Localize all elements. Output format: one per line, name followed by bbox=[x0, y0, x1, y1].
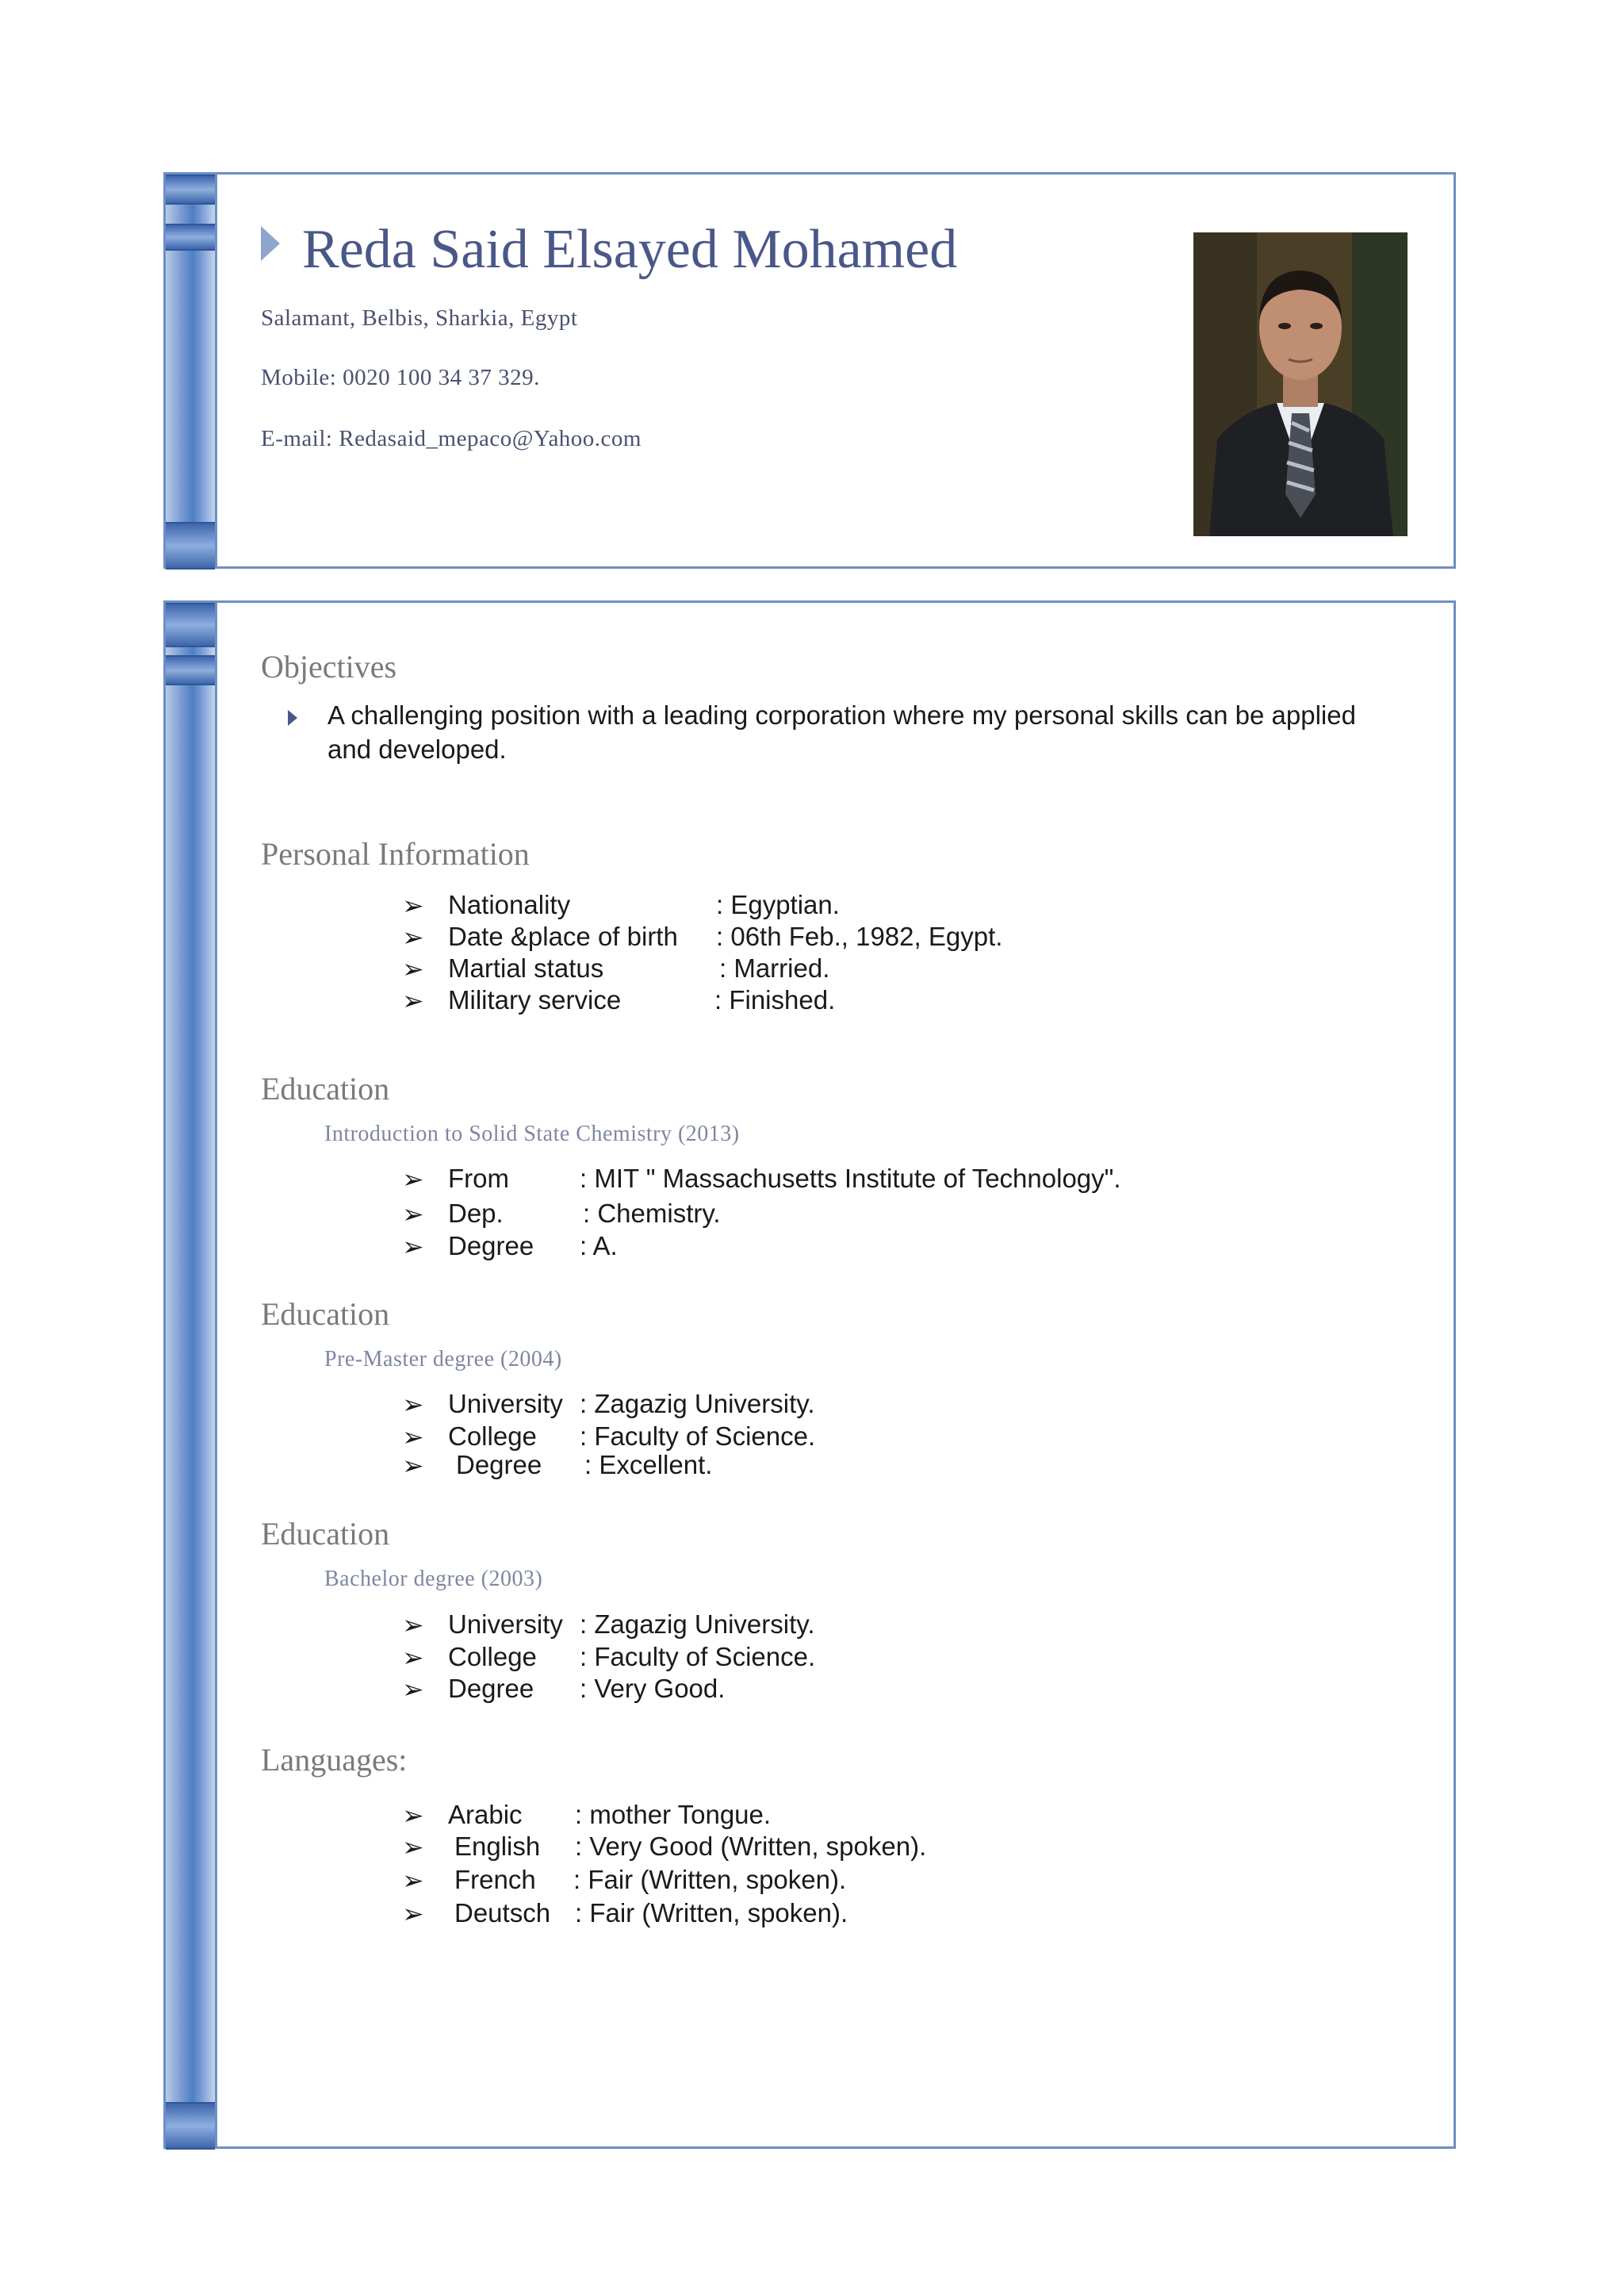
objectives-text: A challenging position with a leading corporation where my personal skills can be applied and developed. bbox=[327, 700, 1356, 764]
arrowhead-bullet-icon: ➢ bbox=[402, 1232, 424, 1261]
header-card bbox=[163, 172, 1456, 569]
arrowhead-bullet-icon: ➢ bbox=[402, 1674, 424, 1704]
item-value: : Very Good (Written, spoken). bbox=[575, 1832, 927, 1861]
item-label: Military service bbox=[448, 985, 622, 1015]
arrowhead-bullet-icon: ➢ bbox=[402, 986, 424, 1015]
personal-info-title: Personal Information bbox=[261, 836, 530, 872]
item-label: Deutsch bbox=[454, 1898, 551, 1928]
bar-cap bbox=[166, 522, 215, 570]
arrowhead-bullet-icon: ➢ bbox=[402, 1801, 424, 1830]
item-label: University bbox=[448, 1609, 563, 1639]
bar-cap bbox=[166, 2102, 215, 2150]
education-title: Education bbox=[261, 1516, 390, 1552]
candidate-name bbox=[261, 218, 957, 282]
arrowhead-bullet-icon: ➢ bbox=[402, 1164, 424, 1194]
education-subtitle: Bachelor degree (2003) bbox=[324, 1567, 543, 1591]
objectives-title: Objectives bbox=[261, 649, 397, 685]
item-value: : 06th Feb., 1982, Egypt. bbox=[716, 922, 1003, 951]
arrowhead-bullet-icon: ➢ bbox=[402, 1866, 424, 1895]
bar-cap bbox=[166, 175, 215, 205]
item-value: : Egyptian. bbox=[716, 890, 840, 919]
profile-photo bbox=[1193, 232, 1408, 536]
address: Salamant, Belbis, Sharkia, Egypt bbox=[261, 305, 578, 331]
triangle-right-icon bbox=[288, 710, 297, 726]
item-label: From bbox=[448, 1164, 509, 1193]
decorative-side-bar bbox=[166, 175, 217, 566]
portrait-figure bbox=[1193, 232, 1408, 536]
item-label: College bbox=[448, 1421, 537, 1451]
item-label: Arabic bbox=[448, 1800, 523, 1829]
item-value: : Excellent. bbox=[584, 1450, 713, 1479]
item-label: College bbox=[448, 1642, 537, 1671]
item-label: Nationality bbox=[448, 890, 571, 919]
item-label: Degree bbox=[448, 1674, 534, 1703]
body-card bbox=[163, 600, 1456, 2149]
arrowhead-bullet-icon: ➢ bbox=[402, 1199, 424, 1229]
education-subtitle: Pre-Master degree (2004) bbox=[324, 1347, 562, 1371]
bar-cap bbox=[166, 224, 215, 251]
bar-cap bbox=[166, 603, 215, 647]
item-label: Martial status bbox=[448, 953, 604, 983]
item-value: : mother Tongue. bbox=[575, 1800, 772, 1829]
arrowhead-bullet-icon: ➢ bbox=[402, 1451, 424, 1480]
mobile: Mobile: 0020 100 34 37 329. bbox=[261, 365, 540, 390]
item-value: : Fair (Written, spoken). bbox=[573, 1865, 847, 1894]
item-value: : Faculty of Science. bbox=[580, 1421, 816, 1451]
arrowhead-bullet-icon: ➢ bbox=[402, 1832, 424, 1862]
bar-cap bbox=[166, 655, 215, 685]
triangle-right-icon bbox=[261, 226, 280, 261]
item-label: Dep. bbox=[448, 1199, 504, 1228]
arrowhead-bullet-icon: ➢ bbox=[402, 954, 424, 984]
item-label: English bbox=[454, 1832, 541, 1861]
arrowhead-bullet-icon: ➢ bbox=[402, 1390, 424, 1419]
education-title: Education bbox=[261, 1071, 390, 1107]
item-value: : Zagazig University. bbox=[580, 1609, 815, 1639]
languages-title: Languages: bbox=[261, 1742, 408, 1778]
item-value: : Finished. bbox=[714, 985, 836, 1015]
arrowhead-bullet-icon: ➢ bbox=[402, 1899, 424, 1928]
item-label: Degree bbox=[456, 1450, 542, 1479]
item-label: Date &place of birth bbox=[448, 922, 678, 951]
arrowhead-bullet-icon: ➢ bbox=[402, 1422, 424, 1452]
arrowhead-bullet-icon: ➢ bbox=[402, 1643, 424, 1672]
candidate-name-text: Reda Said Elsayed Mohamed bbox=[302, 219, 958, 280]
item-label: University bbox=[448, 1389, 563, 1418]
education-title: Education bbox=[261, 1296, 390, 1332]
decorative-side-bar bbox=[166, 603, 217, 2146]
item-value: : Married. bbox=[719, 953, 830, 983]
arrowhead-bullet-icon: ➢ bbox=[402, 923, 424, 952]
email: E-mail: Redasaid_mepaco@Yahoo.com bbox=[261, 426, 642, 451]
item-value: : Faculty of Science. bbox=[580, 1642, 816, 1671]
item-label: Degree bbox=[448, 1231, 534, 1260]
item-value: : Chemistry. bbox=[583, 1199, 721, 1228]
item-value: : Zagazig University. bbox=[580, 1389, 815, 1418]
arrowhead-bullet-icon: ➢ bbox=[402, 1610, 424, 1640]
item-value: : Fair (Written, spoken). bbox=[575, 1898, 848, 1928]
education-subtitle: Introduction to Solid State Chemistry (2013) bbox=[324, 1122, 740, 1146]
item-value: : MIT " Massachusetts Institute of Technology". bbox=[580, 1164, 1121, 1193]
arrowhead-bullet-icon: ➢ bbox=[402, 891, 424, 920]
item-label: French bbox=[454, 1865, 536, 1894]
item-value: : Very Good. bbox=[580, 1674, 726, 1703]
item-value: : A. bbox=[580, 1231, 618, 1260]
